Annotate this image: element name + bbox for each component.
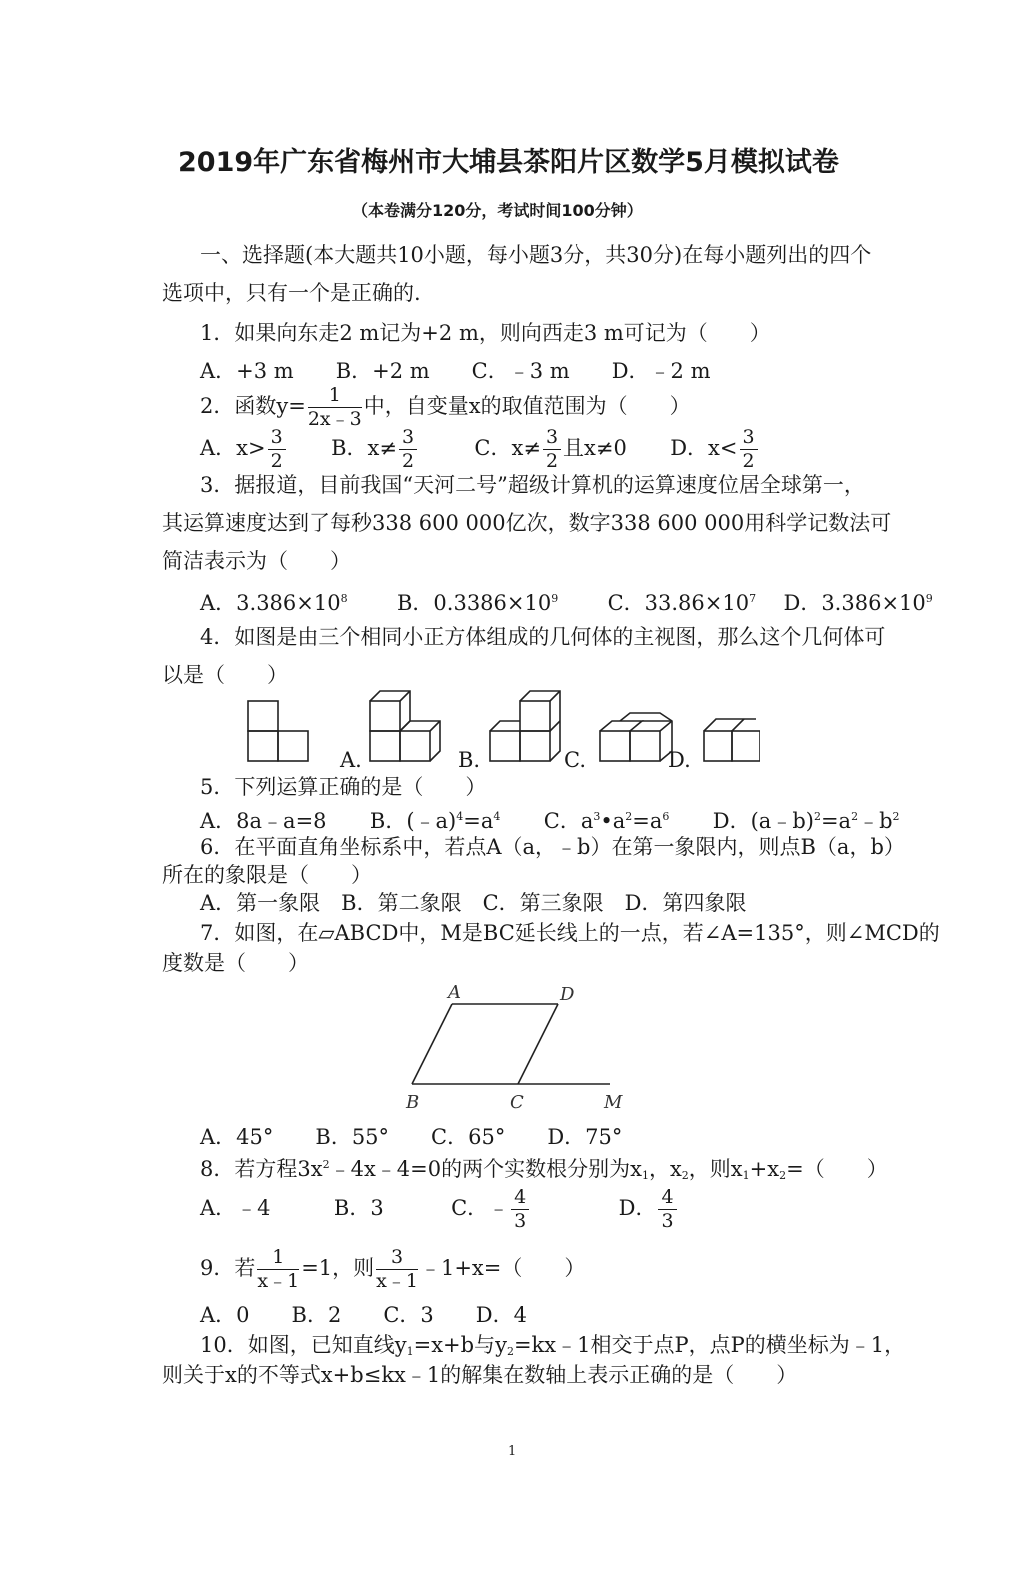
vertex-d-label: D <box>560 984 575 1005</box>
section-heading-cont: 选项中，只有一个是正确的. <box>162 281 421 305</box>
question-6-line2: 所在的象限是（ ） <box>162 863 372 887</box>
question-6-line1: 6．在平面直角坐标系中，若点A（a，﹣b）在第一象限内，则点B（a，b） <box>200 835 905 859</box>
vertex-a-label: A <box>448 982 461 1003</box>
question-1-options: A．+3 m B．+2 m C．﹣3 m D．﹣2 m <box>200 359 711 383</box>
question-8-options: A．﹣4 B．3 C．﹣ $\frac{4}{3}$ D． $\frac{4}{3}$ <box>200 1188 679 1231</box>
vertex-b-label: B <box>406 1092 420 1113</box>
option-d-label: D. <box>668 748 691 772</box>
fraction: $\frac{1}{2x﹣3}$ <box>307 384 362 430</box>
section-heading: 一、选择题(本大题共10小题，每小题3分，共30分)在每小题列出的四个 <box>200 243 872 267</box>
question-3-line2: 其运算速度达到了每秒338 600 000亿次，数字338 600 000用科学记数法可 <box>162 511 892 535</box>
question-5-stem: 5．下列运算正确的是（ ） <box>200 775 487 799</box>
question-3-line3: 简洁表示为（ ） <box>162 549 351 573</box>
page-title: 2019年广东省梅州市大埔县茶阳片区数学5月模拟试卷 <box>178 147 839 178</box>
option-c-label: C. <box>564 748 586 772</box>
page-number: 1 <box>508 1444 517 1459</box>
question-2-options: A．x> $\frac{3}{2}$ B．x≠ $\frac{3}{2}$ C．x≠ $\frac{3}{2}$ 且x≠0 D．x< $\frac{3}{2}$ <box>200 428 760 471</box>
side-ab <box>412 1004 452 1084</box>
question-8-stem: 8．若方程$3x^2﹣4x﹣4=0$的两个实数根分别为$x_1$，$x_2$，则$x_1+x_2=$（ ） <box>200 1157 888 1182</box>
question-3-line1: 3．据报道，目前我国“天河二号”超级计算机的运算速度位居全球第一， <box>200 473 865 497</box>
question-7-line2: 度数是（ ） <box>162 951 309 975</box>
question-1-stem: 1．如果向东走2 m记为+2 m，则向西走3 m可记为（ ） <box>200 321 771 345</box>
point-m-label: M <box>604 1092 623 1113</box>
question-4-line2: 以是（ ） <box>162 663 288 687</box>
question-10-line1: 10．如图，已知直线$y_1=x+b$与$y_2=kx﹣1$相交于点P，点P的横坐标为﹣1， <box>200 1333 906 1358</box>
option-c-figure <box>600 713 672 761</box>
option-b-figure <box>490 691 560 761</box>
question-6-options: A．第一象限 B．第二象限 C．第三象限 D．第四象限 <box>200 891 747 915</box>
question-7-parallelogram <box>400 978 640 1118</box>
option-a-figure <box>370 691 440 761</box>
question-4-line1: 4．如图是由三个相同小正方体组成的几何体的主视图，那么这个几何体可 <box>200 625 886 649</box>
question-9-options: A．0 B．2 C．3 D．4 <box>200 1303 527 1327</box>
side-dc <box>518 1004 558 1084</box>
question-7-options: A．45° B．55° C．65° D．75° <box>200 1125 623 1149</box>
option-a-label: A. <box>340 748 362 772</box>
question-10-line2: 则关于x的不等式x+b≤kx﹣1的解集在数轴上表示正确的是（ ） <box>162 1363 798 1387</box>
question-5-options: A．8a﹣a=8 B．$(﹣a)^4=a^4$ C．$a^3•a^2=a^6$ D．$(a﹣b)^2=a^2﹣b^2$ <box>200 809 900 833</box>
vertex-c-label: C <box>510 1092 524 1113</box>
main-view-figure <box>248 701 308 761</box>
question-7-line1: 7．如图，在▱ABCD中，M是BC延长线上的一点，若∠A=135°，则∠MCD的 <box>200 921 940 945</box>
page-subtitle: （本卷满分120分，考试时间100分钟） <box>352 201 643 220</box>
question-3-options: A．$3.386\times 10^8$ B．$0.3386\times 10^9$ C．$33.86\times 10^7$ D．$3.386\times 10^9$ <box>200 591 933 615</box>
option-d-figure <box>704 719 760 761</box>
option-b-label: B. <box>458 748 481 772</box>
question-9-stem: 9．若 $\frac{1}{x﹣1}$ =1，则 $\frac{3}{x﹣1}$ ﹣1+x=（ ） <box>200 1246 586 1292</box>
question-2-stem: 2．函数y= $\frac{1}{2x﹣3}$ 中，自变量x的取值范围为（ ） <box>200 384 691 430</box>
